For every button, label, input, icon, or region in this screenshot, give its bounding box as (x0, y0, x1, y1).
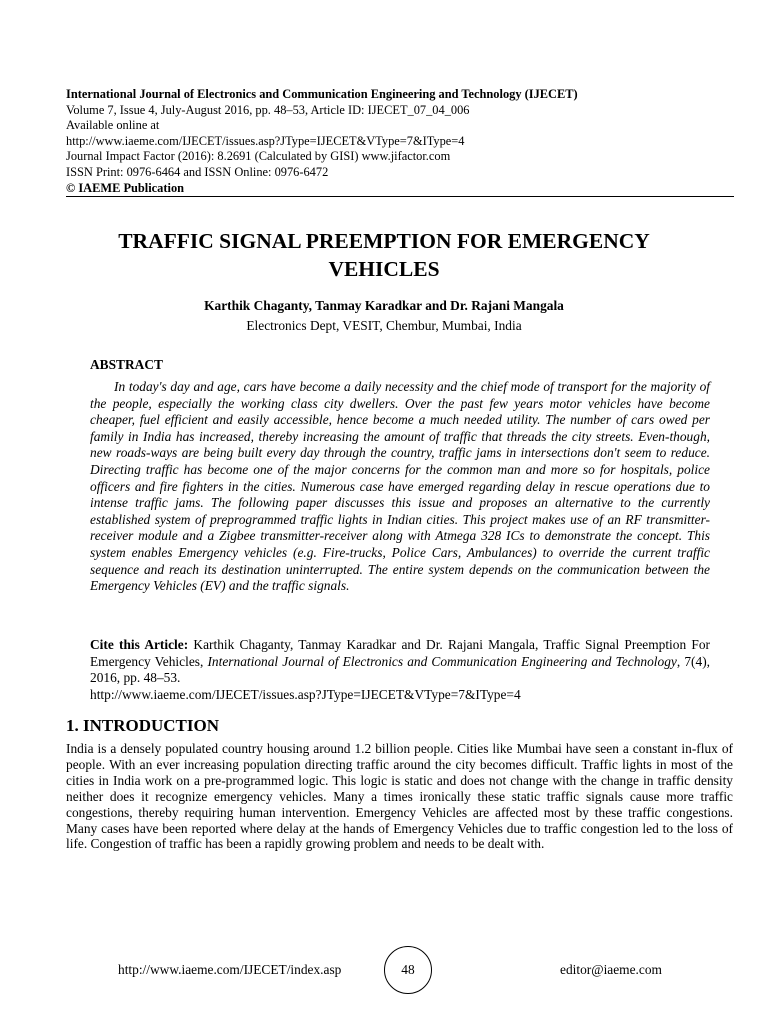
available-online: Available online at (66, 118, 160, 133)
section-heading-introduction: 1. INTRODUCTION (66, 716, 220, 735)
journal-title: International Journal of Electronics and Communication Engineering and Technology (IJECET) (66, 87, 578, 101)
footer-url[interactable]: http://www.iaeme.com/IJECET/index.asp (118, 962, 342, 977)
cite-url[interactable]: http://www.iaeme.com/IJECET/issues.asp?JType=IJECET&VType=7&IType=4 (90, 686, 521, 702)
introduction-text: India is a densely populated country housing around 1.2 billion people. Cities like Mumbai have seen a constant in-flux of people. With an ever increasing population directing traffic around the city becomes difficult. Traffic lights in most of the cities in India work on a pre-programmed logic. This logic is static and does not change with the change in traffic density neither does it recognize emergency vehicles. Many a times ironically these static traffic signals cause more traffic congestions, thereby requiring human intervention. Emergency Vehicles are affected most by these traffic congestions. Many cases have been reported where delay at the hands of Emergency Vehicles due to traffic congestion led to the loss of life. Congestion of traffic has been a rapidly growing problem and needs to be dealt with. (66, 741, 733, 852)
issn-line: ISSN Print: 0976-6464 and ISSN Online: 0976-6472 (66, 164, 329, 179)
cite-details: , 7(4), 2016, pp. 48–53. (90, 653, 711, 686)
page-number-label: 48 (401, 962, 415, 977)
abstract-text: In today's day and age, cars have become a daily necessity and the chief mode of transport for the majority of the people, especially the working class city dwellers. Over the past few years motor vehicles have become cheaper, fuel efficient and easily accessible, hence become a much needed utility. The number of cars owed per family in India has increased, thereby increasing the amount of traffic that threads the city streets. Even-though, new roads-ways are being built every day through the country, traffic jams in intersections don't seem to reduce. Directing traffic has become one of the major concerns for the common man and more so for hospitals, police officers and fire fighters in the cities. Numerous case have emerged regarding delay in rescue operations due to intense traffic jams. The following paper discusses this issue and proposes an alternative to the currently established system of preprogrammed traffic lights in Indian cities. This project makes use of an RF transmitter-receiver module and a Zigbee transmitter-receiver along with Atmega 328 ICs to demonstrate the concept. This system enables Emergency vehicles (e.g. Fire-trucks, Police Cars, Ambulances) to override the current traffic sequence and reach its destination uninterrupted. The entire system depends on the communication between the Emergency Vehicles (EV) and the traffic signals. (90, 379, 710, 594)
cite-label: Cite this Article: (90, 637, 189, 652)
cite-journal: International Journal of Electronics and Communication Engineering and Technology (207, 653, 677, 669)
authors: Karthik Chaganty, Tanmay Karadkar and Dr. Rajani Mangala (204, 298, 564, 313)
impact-factor: Journal Impact Factor (2016): 8.2691 (Calculated by GISI) www.jifactor.com (66, 149, 451, 164)
affiliation: Electronics Dept, VESIT, Chembur, Mumbai, India (246, 318, 522, 333)
cite-block (90, 637, 710, 703)
volume-line: Volume 7, Issue 4, July-August 2016, pp. 48–53, Article ID: IJECET_07_04_006 (66, 102, 470, 117)
paper-title (60, 227, 708, 283)
footer-email[interactable]: editor@iaeme.com (560, 962, 662, 977)
abstract-heading: ABSTRACT (90, 357, 163, 372)
publication-line: © IAEME Publication (66, 180, 185, 195)
title-line-1: TRAFFIC SIGNAL PREEMPTION FOR EMERGENCY (118, 229, 650, 253)
journal-header (66, 87, 736, 196)
issue-url[interactable]: http://www.iaeme.com/IJECET/issues.asp?JType=IJECET&VType=7&IType=4 (66, 133, 465, 148)
cite-authors-title: Karthik Chaganty, Tanmay Karadkar and Dr. Rajani Mangala, Traffic Signal Preemption For Emergency Vehicles, (90, 637, 710, 669)
header-divider (66, 196, 734, 197)
title-line-2: VEHICLES (328, 257, 440, 281)
page-number (384, 946, 432, 994)
